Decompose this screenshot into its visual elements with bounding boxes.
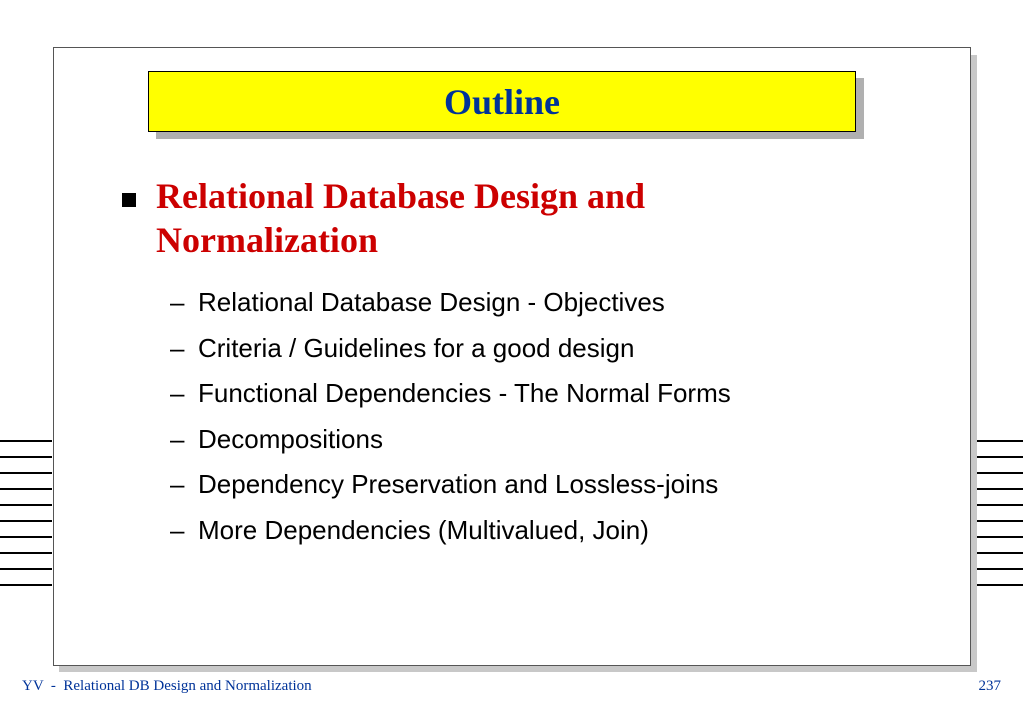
- square-bullet-icon: [122, 193, 136, 207]
- sub-bullet-item: [170, 371, 731, 417]
- dash-bullet-icon: –: [170, 378, 185, 408]
- left-decorative-rules: [0, 440, 52, 600]
- right-decorative-rules: [973, 440, 1023, 600]
- sub-bullet-text: Relational Database Design - Objectives: [198, 287, 665, 317]
- dash-bullet-icon: –: [170, 514, 185, 545]
- slide-title: Outline: [443, 81, 560, 122]
- dash-bullet-icon: –: [170, 332, 185, 363]
- sub-bullet-list: [170, 280, 731, 553]
- sub-bullet-text: Functional Dependencies - The Normal Forms: [198, 378, 731, 408]
- main-bullet-text: Relational Database Design and Normalization: [156, 176, 646, 260]
- sub-bullet-item: [170, 462, 731, 508]
- sub-bullet-text: Criteria / Guidelines for a good design: [198, 332, 635, 363]
- sub-bullet-item: [170, 417, 731, 463]
- main-bullet: [122, 174, 762, 262]
- sub-bullet-text: Decompositions: [198, 423, 383, 454]
- footer-page-number: 237: [978, 678, 1001, 694]
- sub-bullet-item: [170, 280, 731, 326]
- dash-bullet-icon: –: [170, 469, 185, 499]
- title-box: [148, 71, 856, 132]
- sub-bullet-text: Dependency Preservation and Lossless-joins: [198, 469, 719, 499]
- sub-bullet-text: More Dependencies (Multivalued, Join): [198, 514, 649, 545]
- sub-bullet-item: [170, 508, 731, 554]
- dash-bullet-icon: –: [170, 287, 185, 317]
- sub-bullet-item: [170, 326, 731, 372]
- dash-bullet-icon: –: [170, 423, 185, 454]
- footer-course-label: YV - Relational DB Design and Normalization: [22, 678, 312, 694]
